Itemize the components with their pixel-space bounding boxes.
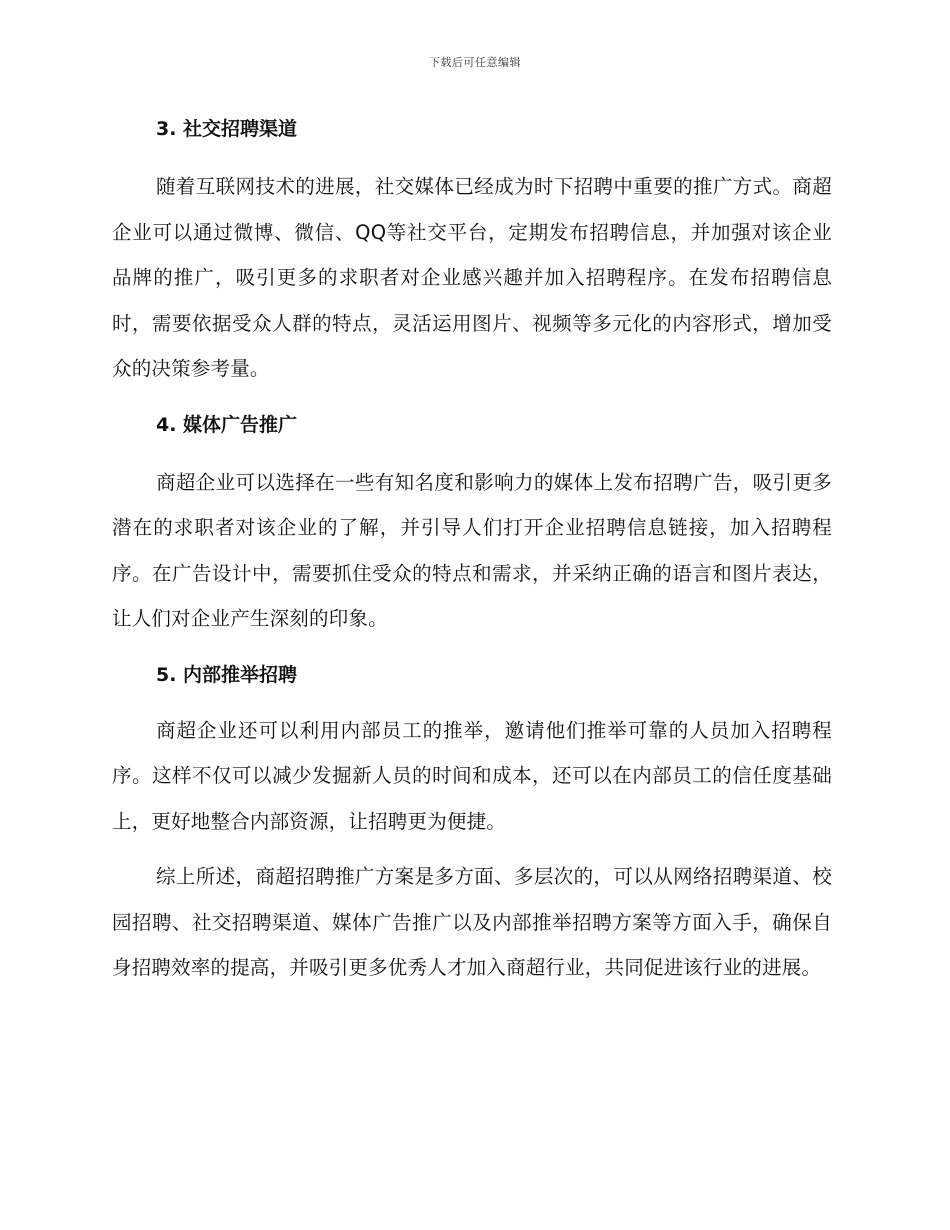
section-heading-media-advertising: 4. 媒体广告推广 [156, 413, 298, 436]
section-heading-internal-referral: 5. 内部推举招聘 [156, 663, 298, 686]
paragraph-internal-referral: 商超企业还可以利用内部员工的推举，邀请他们推举可靠的人员加入招聘程序。这样不仅可以减少发掘新人员的时间和成本，还可以在内部员工的信任度基础上，更好地整合内部资源，让招聘更为便捷。 [112, 718, 832, 833]
page-header: 下载后可任意编辑 [429, 56, 521, 69]
paragraph-conclusion: 综上所述，商超招聘推广方案是多方面、多层次的，可以从网络招聘渠道、校园招聘、社交招聘渠道、媒体广告推广以及内部推举招聘方案等方面入手，确保自身招聘效率的提高，并吸引更多优秀人才加入商超行业，共同促进该行业的进展。 [112, 865, 832, 979]
document-body [112, 114, 832, 991]
paragraph-media-advertising: 商超企业可以选择在一些有知名度和影响力的媒体上发布招聘广告，吸引更多潜在的求职者对该企业的了解，并引导人们打开企业招聘信息链接，加入招聘程序。在广告设计中，需要抓住受众的特点和需求，并采纳正确的语言和图片表达，让人们对企业产生深刻的印象。 [112, 470, 832, 630]
paragraph-social-recruiting: 随着互联网技术的进展，社交媒体已经成为时下招聘中重要的推广方式。商超企业可以通过微博、微信、QQ等社交平台，定期发布招聘信息，并加强对该企业品牌的推广，吸引更多的求职者对企业感兴趣并加入招聘程序。在发布招聘信息时，需要依据受众人群的特点，灵活运用图片、视频等多元化的内容形式，增加受众的决策参考量。 [112, 175, 832, 380]
section-heading-social-recruiting: 3. 社交招聘渠道 [156, 118, 298, 140]
